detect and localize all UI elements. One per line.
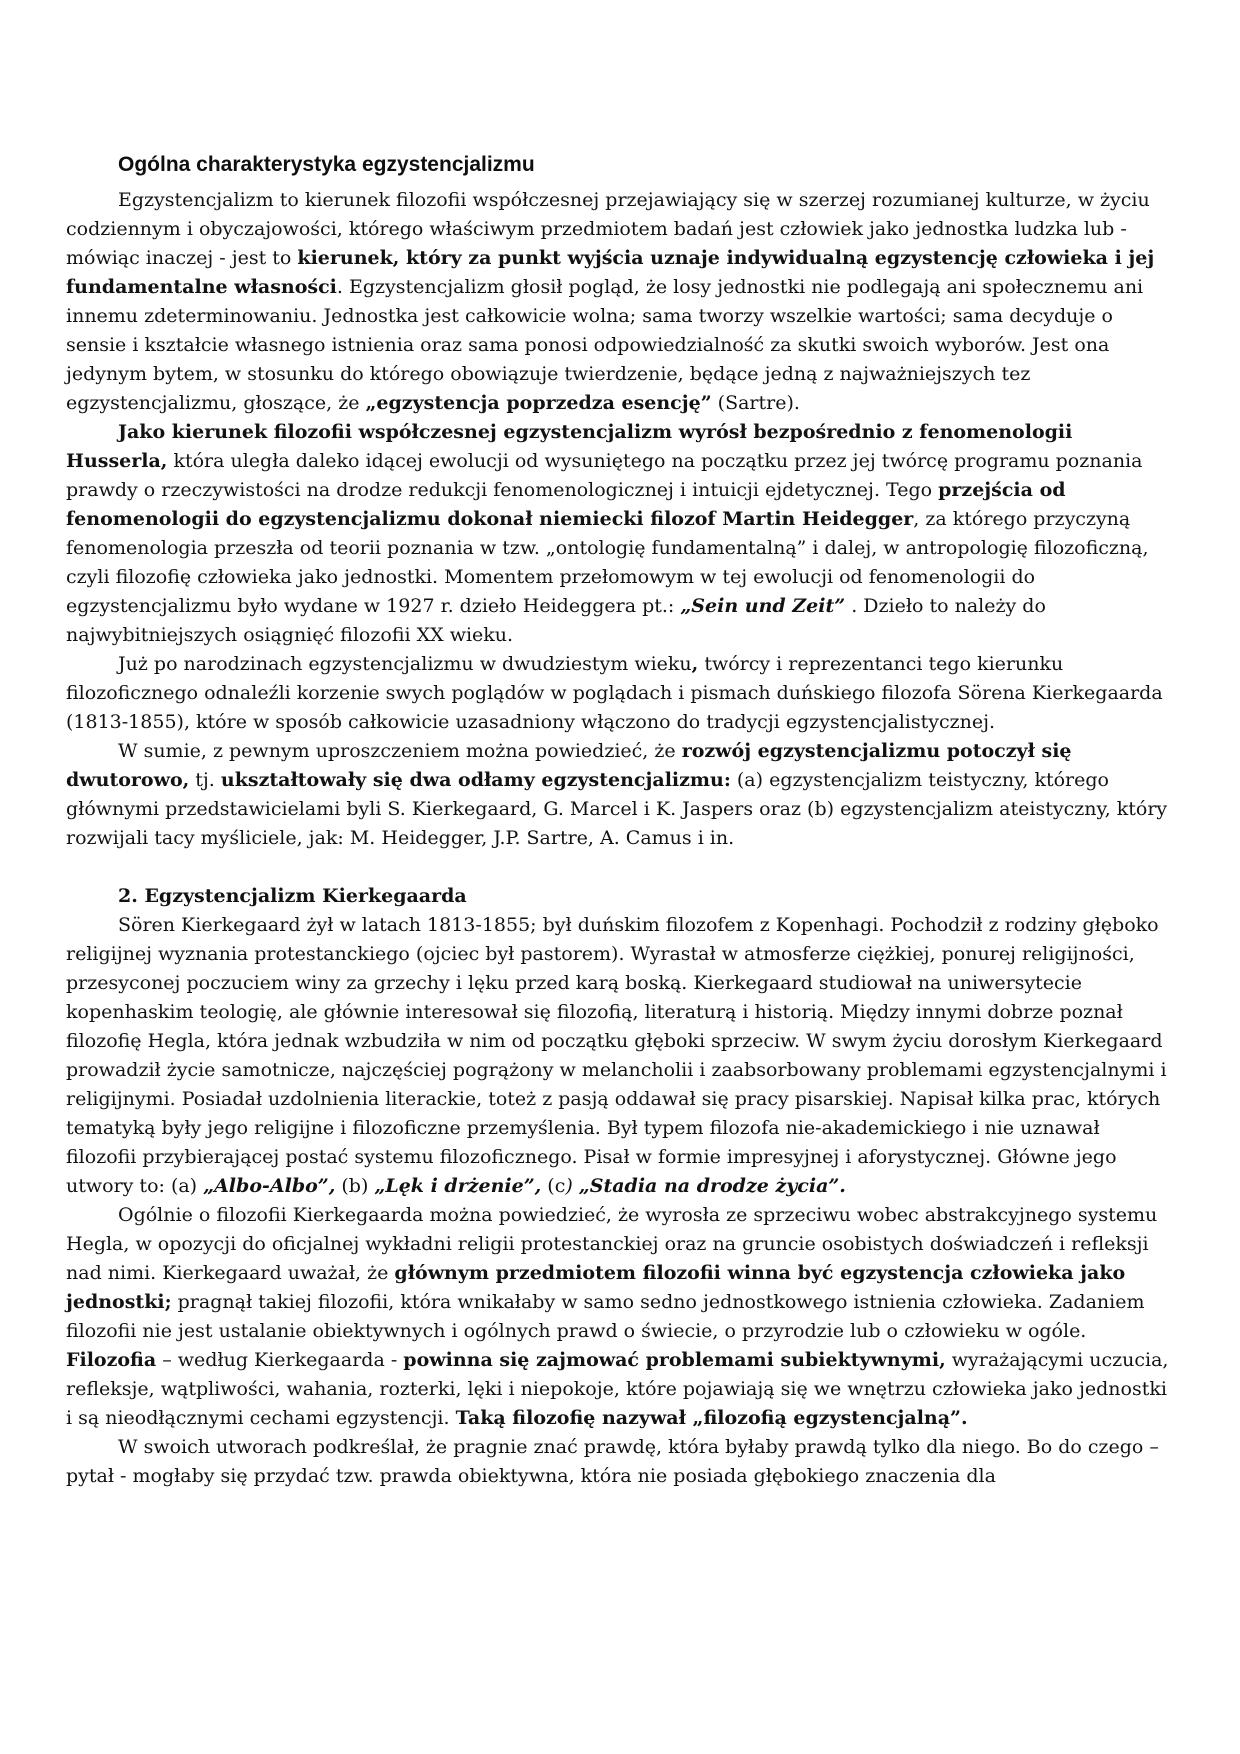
text-run: kierunek, który za punkt wyjścia uznaje indywidualną egzystencję człowieka i jej fundamentalne własności (66, 247, 1161, 298)
text-run: która uległa daleko idącej ewolucji od wysuniętego na początku przez jej twórcę programu poznania prawdy o rzeczywistości na drodze redukcji fenomenologicznej i intuicji ejdetycznej. Tego (66, 450, 1149, 501)
text-run: . Dzieło to należy do najwybitniejszych osiągnięć filozofii XX wieku. (66, 595, 1052, 646)
text-run: Filozofia (66, 1349, 157, 1371)
text-run: Taką filozofię nazywał „filozofią egzystencjalną”. (455, 1407, 968, 1429)
text-run: (a) egzystencjalizm teistyczny, którego głównymi przedstawicielami byli S. Kierkegaard, G. Marcel i K. Jaspers oraz (b) egzystencjalizm ateistyczny, który rozwijali tacy myśliciele, jak: M. Heidegger, J.P. Sartre, A. Camus i in. (66, 769, 1174, 849)
text-run: „Stadia na drodze życia”. (578, 1175, 846, 1197)
text-run: (b) (335, 1175, 375, 1197)
text-run: wyrażającymi uczucia, refleksje, wątpliwości, wahania, rozterki, lęki i niepokoje, które pojawiają się we wnętrzu człowieka jako jednostki i są nieodłącznymi cechami egzystencji. (66, 1349, 1175, 1429)
text-run: 2. Egzystencjalizm Kierkegaarda (118, 885, 467, 907)
paragraph (66, 737, 1176, 853)
text-run: , za którego przyczyną fenomenologia przeszła od teorii poznania w tzw. „ontologię fundamentalną” i dalej, w antropologię filozoficzną, czyli filozofię człowieka jako jednostki. Momentem przełomowym w tej ewolucji od fenomenologii do egzystencjalizmu było wydane w 1927 r. dzieło Heideggera pt.: (66, 508, 1155, 617)
text-run: – według Kierkegaarda - (156, 1349, 404, 1371)
text-run: . Egzystencjalizm głosił pogląd, że losy jednostki nie podlegają ani społecznemu ani innemu zdeterminowaniu. Jednostka jest całkowicie wolna; sama tworzy wszelkie wartości; sama decyduje o sensie i kształcie własnego istnienia oraz sama ponosi odpowiedzialność za skutki swoich wyborów. Jest ona jedynym bytem, w stosunku do którego obowiązuje twierdzenie, będące jedną z najważniejszych tez egzystencjalizmu, głoszące, że (66, 276, 1150, 414)
text-run: W swoich utworach podkreślał, że pragnie znać prawdę, która byłaby prawdą tylko dla niego. Bo do czego – pytał - mogłaby się przydać tzw. prawda obiektywna, która nie posiada głębokiego znaczenia dla (66, 1436, 1165, 1487)
paragraph (66, 186, 1176, 418)
text-run: Jako kierunek filozofii współczesnej egzystencjalizm wyrósł bezpośrednio z fenomenologii Husserla, (66, 421, 1079, 472)
text-run: „egzystencja poprzedza esencję” (365, 392, 712, 414)
section-heading (66, 882, 1176, 911)
text-run: ) (565, 1175, 579, 1197)
document-body (66, 186, 1176, 1491)
text-run: (Sartre). (711, 392, 800, 414)
text-run: „Albo-Albo”, (203, 1175, 336, 1197)
paragraph (66, 911, 1176, 1201)
text-run: Egzystencjalizm to kierunek filozofii współczesnej przejawiający się w szerzej rozumianej kulturze, w życiu codziennym i obyczajowości, którego właściwym przedmiotem badań jest człowiek jako jednostka ludzka lub - mówiąc inaczej - jest to (66, 189, 1156, 269)
text-run: powinna się zajmować problemami subiektywnymi, (403, 1349, 946, 1371)
text-run: tj. (189, 769, 221, 791)
text-run: pragnął takiej filozofii, która wnikałaby w samo sedno jednostkowego istnienia człowieka. Zadaniem filozofii nie jest ustalanie obiektywnych i ogólnych prawd o świecie, o przyrodzie lub o człowieku w ogóle. (66, 1291, 1151, 1342)
text-run: Ogólnie o filozofii Kierkegaarda można powiedzieć, że wyrosła ze sprzeciwu wobec abstrakcyjnego systemu Hegla, w opozycji do oficjalnej wykładni religii protestanckiej oraz na gruncie osobistych doświadczeń i refleksji nad nimi. Kierkegaard uważał, że (66, 1204, 1164, 1284)
text-run: twórcy i reprezentanci tego kierunku filozoficznego odnaleźli korzenie swych poglądów w poglądach i pismach duńskiego filozofa Sörena Kierkegaarda (1813-1855), które w sposób całkowicie uzasadniony włączono do tradycji egzystencjalistycznej. (66, 653, 1169, 733)
text-run: „Lęk i drżenie”, (374, 1175, 542, 1197)
text-run: (c (541, 1175, 566, 1197)
paragraph (66, 418, 1176, 650)
text-run: Już po narodzinach egzystencjalizmu w dwudziestym wieku (118, 653, 692, 675)
text-run: głównym przedmiotem filozofii winna być egzystencja człowieka jako jednostki; (66, 1262, 1132, 1313)
text-run: „Sein und Zeit” (680, 595, 846, 617)
text-run: , (691, 653, 699, 675)
text-run: ukształtowały się dwa odłamy egzystencjalizmu: (220, 769, 731, 791)
document-title: Ogólna charakterystyka egzystencjalizmu (118, 153, 535, 176)
text-run: Sören Kierkegaard żył w latach 1813-1855; był duńskim filozofem z Kopenhagi. Pochodził z rodziny głęboko religijnej wyznania protestanckiego (ojciec był pastorem). Wyrastał w atmosferze ciężkiej, ponurej religijności, przesyconej poczuciem winy za grzechy i lęku przed karą boską. Kierkegaard studiował na uniwersytecie kopenhaskim teologię, ale głównie interesował się filozofią, literaturą i historią. Między innymi dobrze poznał filozofię Hegla, która jednak wzbudziła w nim od początku głęboki sprzeciw. W swym życiu dorosłym Kierkegaard prowadził życie samotnicze, najczęściej pogrążony w melancholii i zaabsorbowany problemami egzystencjalnymi i religijnymi. Posiadał uzdolnienia literackie, toteż z pasją oddawał się pracy pisarskiej. Napisał kilka prac, których tematyką były jego religijne i filozoficzne przemyślenia. Był typem filozofa nie-akademickiego i nie uznawał filozofii przybierającej postać systemu filozoficznego. Pisał w formie impresyjnej i aforystycznej. Główne jego utwory to: (a) (66, 914, 1173, 1197)
text-run: przejścia od fenomenologii do egzystencjalizmu dokonał niemiecki filozof Martin Heidegger (66, 479, 1073, 530)
text-run: W sumie, z pewnym uproszczeniem można powiedzieć, że (118, 740, 682, 762)
paragraph (66, 650, 1176, 737)
text-run: rozwój egzystencjalizmu potoczył się dwutorowo, (66, 740, 1079, 791)
paragraph (66, 1201, 1176, 1433)
paragraph (66, 1433, 1176, 1491)
